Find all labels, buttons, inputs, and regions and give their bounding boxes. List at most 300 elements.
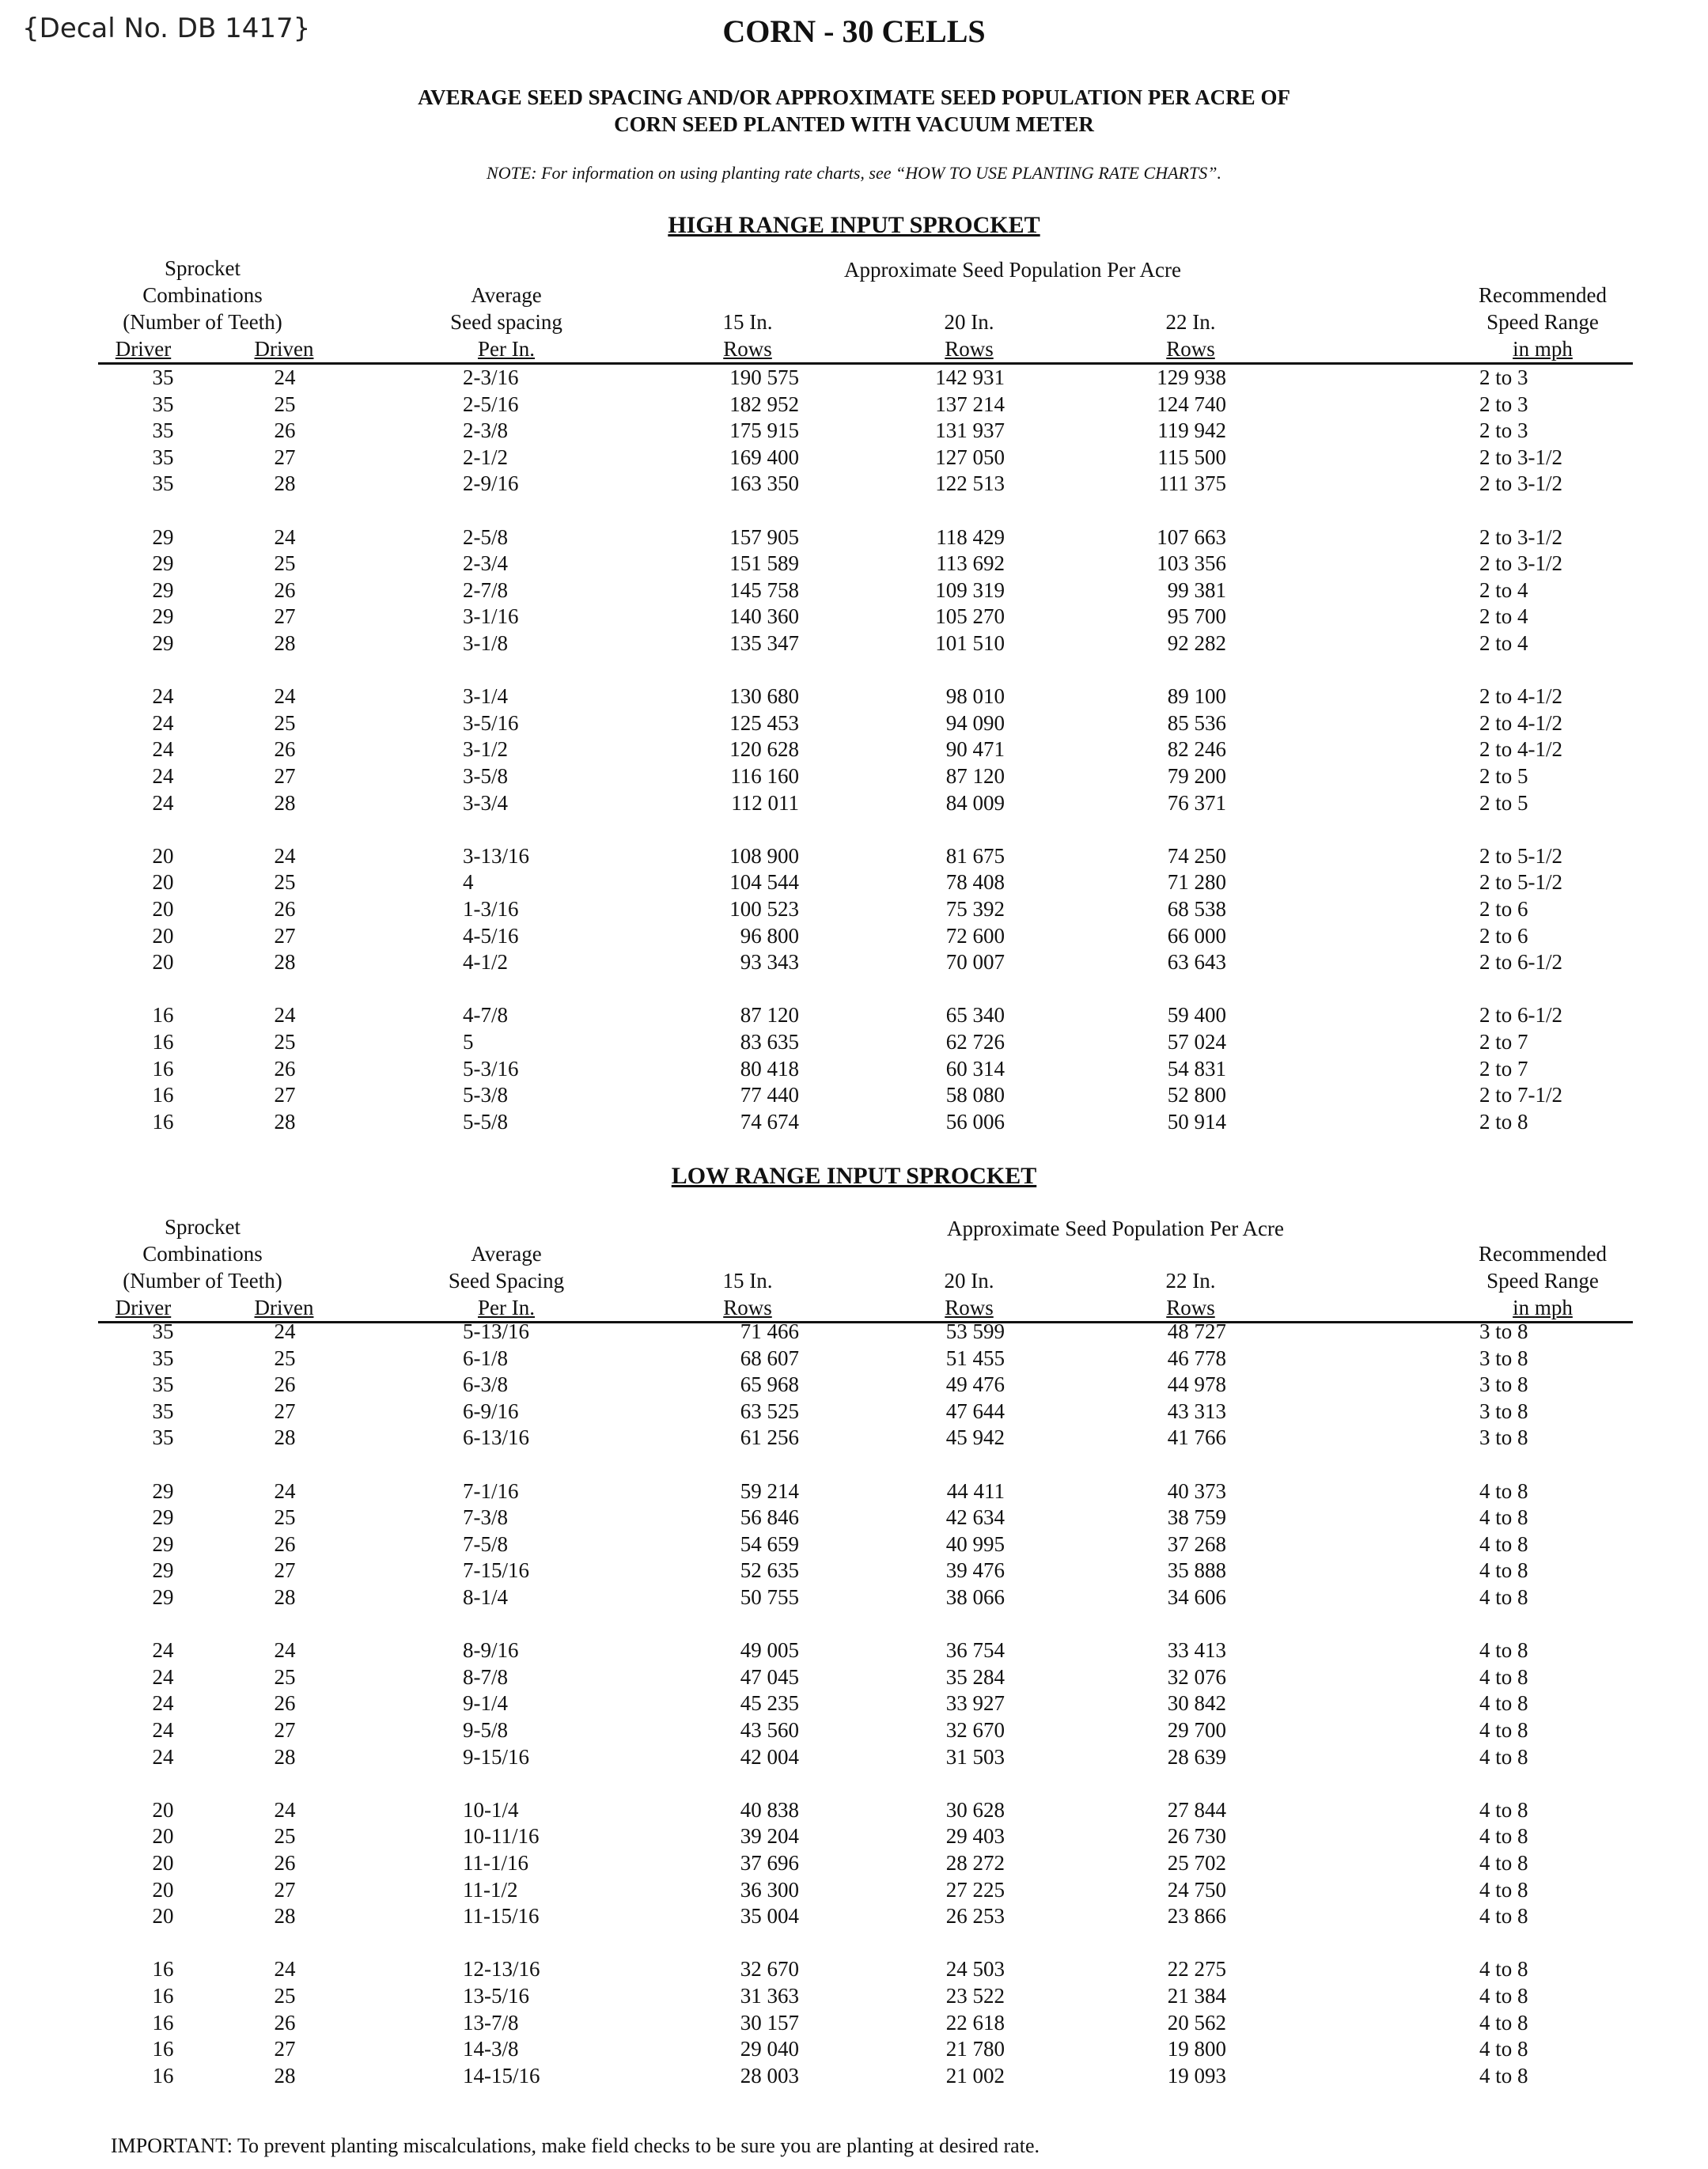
cell-speed: 2 to 3 — [1479, 365, 1528, 389]
cell-speed: 4 to 8 — [1479, 2063, 1528, 2088]
cell-r22: 48 727 — [1167, 1319, 1226, 1343]
cell-spacing: 4-7/8 — [463, 1003, 508, 1028]
cell-r20: 30 628 — [945, 1797, 1005, 1822]
cell-r15: 68 607 — [740, 1346, 799, 1370]
cell-speed: 2 to 4 — [1479, 631, 1528, 655]
cell-r15: 61 256 — [740, 1425, 799, 1450]
table-row — [0, 842, 1708, 869]
cell-r20: 53 599 — [945, 1319, 1005, 1343]
high-header-sprocket: Sprocket Combinations (Number of Teeth) — [123, 256, 282, 334]
cell-driven: 28 — [274, 2063, 296, 2088]
cell-r22: 23 866 — [1167, 1904, 1226, 1929]
low-header-population: Approximate Seed Population Per Acre — [947, 1217, 1284, 1240]
cell-spacing: 3-5/8 — [463, 764, 508, 788]
cell-speed: 4 to 8 — [1479, 1638, 1528, 1663]
cell-r22: 20 562 — [1167, 2010, 1226, 2035]
cell-r15: 169 400 — [729, 445, 799, 469]
high-range-title: HIGH RANGE INPUT SPROCKET — [668, 212, 1040, 238]
cell-r20: 32 670 — [945, 1718, 1005, 1742]
cell-r22: 92 282 — [1167, 631, 1226, 655]
cell-speed: 3 to 8 — [1479, 1372, 1528, 1397]
cell-r22: 30 842 — [1167, 1691, 1226, 1716]
cell-spacing: 2-1/2 — [463, 445, 508, 469]
cell-spacing: 3-1/2 — [463, 737, 508, 762]
cell-driver: 35 — [152, 1372, 174, 1397]
low-header-20in: 20 In. Rows — [944, 1269, 994, 1319]
cell-r15: 135 347 — [729, 631, 799, 655]
cell-r22: 46 778 — [1167, 1346, 1226, 1370]
cell-r22: 95 700 — [1167, 604, 1226, 629]
cell-speed: 4 to 8 — [1479, 1797, 1528, 1822]
cell-r20: 45 942 — [945, 1425, 1005, 1450]
table-row — [0, 1664, 1708, 1690]
cell-speed: 2 to 5-1/2 — [1479, 870, 1562, 895]
cell-driven: 28 — [274, 1744, 296, 1769]
cell-driver: 29 — [152, 1478, 174, 1503]
cell-r15: 116 160 — [730, 764, 799, 788]
cell-driver: 20 — [152, 923, 174, 948]
cell-driver: 16 — [152, 1056, 174, 1081]
table-row — [0, 524, 1708, 551]
cell-driven: 26 — [274, 737, 296, 762]
table-row — [0, 2009, 1708, 2036]
cell-r22: 63 643 — [1167, 950, 1226, 975]
cell-r22: 74 250 — [1167, 843, 1226, 868]
cell-r20: 27 225 — [945, 1877, 1005, 1902]
cell-driven: 27 — [274, 764, 296, 788]
cell-r20: 24 503 — [945, 1957, 1005, 1982]
high-header-population: Approximate Seed Population Per Acre — [844, 258, 1181, 282]
table-row — [0, 1081, 1708, 1108]
cell-r22: 26 730 — [1167, 1824, 1226, 1849]
table-row — [0, 1584, 1708, 1611]
cell-driver: 24 — [152, 790, 174, 815]
cell-spacing: 10-11/16 — [463, 1824, 540, 1849]
cell-r15: 43 560 — [740, 1718, 799, 1742]
cell-r22: 89 100 — [1167, 684, 1226, 709]
low-header-22in: 22 In. Rows — [1165, 1269, 1216, 1319]
cell-driver: 24 — [152, 710, 174, 735]
cell-driven: 28 — [274, 471, 296, 496]
cell-spacing: 7-3/8 — [463, 1505, 508, 1530]
cell-r22: 33 413 — [1167, 1638, 1226, 1663]
cell-r20: 58 080 — [945, 1083, 1005, 1107]
cell-driver: 24 — [152, 1664, 174, 1689]
cell-driver: 35 — [152, 392, 174, 416]
table-row — [0, 1504, 1708, 1531]
cell-r15: 40 838 — [740, 1797, 799, 1822]
table-row — [0, 1371, 1708, 1398]
cell-spacing: 5-5/8 — [463, 1109, 508, 1134]
low-header-driven: Driven — [254, 1296, 314, 1319]
cell-driver: 16 — [152, 1957, 174, 1982]
cell-speed: 2 to 5-1/2 — [1479, 843, 1562, 868]
cell-r15: 100 523 — [729, 897, 799, 921]
cell-r22: 38 759 — [1167, 1505, 1226, 1530]
cell-spacing: 2-3/16 — [463, 365, 519, 389]
cell-r20: 21 002 — [945, 2063, 1005, 2088]
cell-driver: 29 — [152, 577, 174, 602]
cell-speed: 2 to 6 — [1479, 923, 1528, 948]
cell-r22: 99 381 — [1167, 577, 1226, 602]
cell-driven: 26 — [274, 1691, 296, 1716]
cell-r22: 21 384 — [1167, 1984, 1226, 2008]
cell-r22: 43 313 — [1167, 1399, 1226, 1423]
cell-spacing: 13-5/16 — [463, 1984, 529, 2008]
cell-r15: 45 235 — [740, 1691, 799, 1716]
cell-r22: 40 373 — [1167, 1478, 1226, 1503]
table-row — [0, 603, 1708, 630]
cell-driver: 35 — [152, 1399, 174, 1423]
cell-r15: 29 040 — [740, 2037, 799, 2061]
cell-driven: 26 — [274, 2010, 296, 2035]
cell-r22: 103 356 — [1157, 551, 1226, 576]
cell-driver: 16 — [152, 1984, 174, 2008]
cell-spacing: 5-3/8 — [463, 1083, 508, 1107]
cell-r22: 59 400 — [1167, 1003, 1226, 1028]
high-header-speed: Recommended Speed Range in mph — [1479, 283, 1607, 361]
cell-speed: 2 to 8 — [1479, 1109, 1528, 1134]
low-header-speed: Recommended Speed Range in mph — [1479, 1242, 1607, 1319]
cell-speed: 4 to 8 — [1479, 1877, 1528, 1902]
cell-spacing: 2-3/4 — [463, 551, 508, 576]
cell-spacing: 1-3/16 — [463, 897, 519, 921]
table-row — [0, 1796, 1708, 1823]
table-row — [0, 1557, 1708, 1584]
cell-r20: 94 090 — [945, 710, 1005, 735]
cell-speed: 4 to 8 — [1479, 1691, 1528, 1716]
table-row — [0, 1690, 1708, 1717]
cell-speed: 4 to 8 — [1479, 2037, 1528, 2061]
cell-driver: 35 — [152, 418, 174, 443]
cell-r22: 22 275 — [1167, 1957, 1226, 1982]
cell-driven: 24 — [274, 1957, 296, 1982]
cell-speed: 4 to 8 — [1479, 1851, 1528, 1875]
subtitle-line-1: AVERAGE SEED SPACING AND/OR APPROXIMATE SEED POPULATION PER ACRE OF — [418, 85, 1290, 109]
cell-spacing: 7-15/16 — [463, 1558, 529, 1583]
high-header-spacing: Average Seed spacing Per In. — [450, 283, 562, 361]
cell-r15: 157 905 — [729, 524, 799, 549]
cell-r20: 47 644 — [945, 1399, 1005, 1423]
cell-driven: 28 — [274, 1109, 296, 1134]
cell-spacing: 11-15/16 — [463, 1904, 540, 1929]
cell-driven: 28 — [274, 1425, 296, 1450]
cell-r15: 49 005 — [740, 1638, 799, 1663]
cell-speed: 3 to 8 — [1479, 1319, 1528, 1343]
high-header-20in: 20 In. Rows — [944, 310, 994, 361]
table-row — [0, 470, 1708, 497]
cell-speed: 4 to 8 — [1479, 1558, 1528, 1583]
cell-r15: 52 635 — [740, 1558, 799, 1583]
cell-r15: 32 670 — [740, 1957, 799, 1982]
cell-r22: 82 246 — [1167, 737, 1226, 762]
cell-r22: 111 375 — [1158, 471, 1226, 496]
cell-r20: 21 780 — [945, 2037, 1005, 2061]
cell-r20: 38 066 — [945, 1585, 1005, 1609]
cell-driven: 25 — [274, 710, 296, 735]
cell-speed: 2 to 6-1/2 — [1479, 950, 1562, 975]
cell-r15: 112 011 — [731, 790, 799, 815]
cell-speed: 2 to 4 — [1479, 604, 1528, 629]
cell-driven: 28 — [274, 1904, 296, 1929]
cell-driver: 24 — [152, 684, 174, 709]
cell-r22: 50 914 — [1167, 1109, 1226, 1134]
cell-r15: 130 680 — [729, 684, 799, 709]
cell-r20: 109 319 — [935, 577, 1005, 602]
high-header-driven: Driven — [254, 337, 314, 361]
cell-driver: 20 — [152, 870, 174, 895]
table-row — [0, 550, 1708, 577]
cell-driver: 16 — [152, 1109, 174, 1134]
cell-speed: 4 to 8 — [1479, 1718, 1528, 1742]
cell-r22: 41 766 — [1167, 1425, 1226, 1450]
cell-r20: 40 995 — [945, 1531, 1005, 1556]
table-row — [0, 2035, 1708, 2062]
table-row — [0, 1398, 1708, 1425]
cell-r15: 182 952 — [729, 392, 799, 416]
cell-r20: 118 429 — [936, 524, 1005, 549]
cell-driven: 27 — [274, 604, 296, 629]
table-row — [0, 789, 1708, 816]
cell-driver: 35 — [152, 445, 174, 469]
cell-r22: 34 606 — [1167, 1585, 1226, 1609]
cell-spacing: 3-1/16 — [463, 604, 519, 629]
cell-r15: 37 696 — [740, 1851, 799, 1875]
cell-driver: 20 — [152, 1824, 174, 1849]
cell-driven: 28 — [274, 1585, 296, 1609]
cell-driven: 24 — [274, 1319, 296, 1343]
cell-spacing: 14-3/8 — [463, 2037, 519, 2061]
cell-r20: 131 937 — [935, 418, 1005, 443]
cell-r15: 80 418 — [740, 1056, 799, 1081]
cell-driven: 24 — [274, 1003, 296, 1028]
cell-r15: 47 045 — [740, 1664, 799, 1689]
cell-r15: 87 120 — [740, 1003, 799, 1028]
cell-r20: 113 692 — [936, 551, 1005, 576]
cell-driven: 24 — [274, 1478, 296, 1503]
cell-r20: 22 618 — [945, 2010, 1005, 2035]
cell-spacing: 2-3/8 — [463, 418, 508, 443]
cell-r22: 115 500 — [1157, 445, 1226, 469]
cell-speed: 2 to 6-1/2 — [1479, 1003, 1562, 1028]
cell-r15: 151 589 — [729, 551, 799, 576]
cell-r15: 35 004 — [740, 1904, 799, 1929]
cell-driven: 28 — [274, 950, 296, 975]
cell-driven: 25 — [274, 1664, 296, 1689]
cell-r22: 52 800 — [1167, 1083, 1226, 1107]
low-header-sprocket: Sprocket Combinations (Number of Teeth) — [123, 1215, 282, 1293]
table-row — [0, 710, 1708, 736]
cell-spacing: 9-15/16 — [463, 1744, 529, 1769]
cell-speed: 4 to 8 — [1479, 1957, 1528, 1982]
cell-r20: 72 600 — [945, 923, 1005, 948]
cell-r22: 24 750 — [1167, 1877, 1226, 1902]
cell-speed: 2 to 5 — [1479, 790, 1528, 815]
table-row — [0, 417, 1708, 444]
table-row — [0, 683, 1708, 710]
table-row — [0, 736, 1708, 763]
cell-r15: 74 674 — [740, 1109, 799, 1134]
cell-driven: 25 — [274, 1346, 296, 1370]
table-row — [0, 1849, 1708, 1876]
cell-speed: 4 to 8 — [1479, 1585, 1528, 1609]
table-row — [0, 922, 1708, 949]
cell-speed: 3 to 8 — [1479, 1425, 1528, 1450]
cell-driven: 25 — [274, 1824, 296, 1849]
table-row — [0, 895, 1708, 922]
cell-spacing: 3-13/16 — [463, 843, 529, 868]
cell-r22: 129 938 — [1157, 365, 1226, 389]
cell-r15: 96 800 — [740, 923, 799, 948]
cell-spacing: 11-1/16 — [463, 1851, 528, 1875]
cell-speed: 4 to 8 — [1479, 1505, 1528, 1530]
cell-spacing: 12-13/16 — [463, 1957, 540, 1982]
cell-speed: 2 to 7 — [1479, 1056, 1528, 1081]
cell-speed: 2 to 4 — [1479, 577, 1528, 602]
cell-r22: 35 888 — [1167, 1558, 1226, 1583]
cell-speed: 2 to 7-1/2 — [1479, 1083, 1562, 1107]
cell-r15: 30 157 — [740, 2010, 799, 2035]
cell-speed: 4 to 8 — [1479, 1531, 1528, 1556]
cell-spacing: 6-3/8 — [463, 1372, 508, 1397]
high-header-15in: 15 In. Rows — [722, 310, 773, 361]
cell-speed: 2 to 3-1/2 — [1479, 471, 1562, 496]
cell-r20: 60 314 — [945, 1056, 1005, 1081]
cell-spacing: 11-1/2 — [463, 1877, 518, 1902]
cell-driver: 35 — [152, 365, 174, 389]
table-row — [0, 1028, 1708, 1055]
cell-r15: 54 659 — [740, 1531, 799, 1556]
cell-spacing: 5-13/16 — [463, 1319, 529, 1343]
cell-r20: 101 510 — [935, 631, 1005, 655]
cell-r20: 75 392 — [945, 897, 1005, 921]
cell-r22: 68 538 — [1167, 897, 1226, 921]
table-row — [0, 391, 1708, 418]
cell-driver: 29 — [152, 1558, 174, 1583]
cell-driver: 29 — [152, 1505, 174, 1530]
table-row — [0, 1345, 1708, 1372]
important-note: IMPORTANT: To prevent planting miscalculations, make field checks to be sure you are planting at desired rate. — [111, 2134, 1040, 2157]
subtitle-line-2: CORN SEED PLANTED WITH VACUUM METER — [614, 112, 1094, 136]
cell-spacing: 2-5/8 — [463, 524, 508, 549]
table-row — [0, 1955, 1708, 1982]
table-row — [0, 1717, 1708, 1743]
cell-r20: 49 476 — [945, 1372, 1005, 1397]
table-row — [0, 1902, 1708, 1929]
cell-speed: 4 to 8 — [1479, 1824, 1528, 1849]
table-row — [0, 763, 1708, 789]
cell-r20: 65 340 — [945, 1003, 1005, 1028]
cell-driver: 16 — [152, 1083, 174, 1107]
cell-speed: 3 to 8 — [1479, 1346, 1528, 1370]
cell-r22: 25 702 — [1167, 1851, 1226, 1875]
cell-speed: 4 to 8 — [1479, 2010, 1528, 2035]
table-row — [0, 1424, 1708, 1451]
cell-r22: 32 076 — [1167, 1664, 1226, 1689]
cell-driver: 24 — [152, 1691, 174, 1716]
cell-r22: 76 371 — [1167, 790, 1226, 815]
table-row — [0, 1001, 1708, 1028]
cell-driver: 20 — [152, 897, 174, 921]
cell-speed: 2 to 3-1/2 — [1479, 524, 1562, 549]
cell-spacing: 9-5/8 — [463, 1718, 508, 1742]
cell-r20: 98 010 — [945, 684, 1005, 709]
cell-r15: 145 758 — [729, 577, 799, 602]
cell-spacing: 2-9/16 — [463, 471, 519, 496]
cell-r22: 85 536 — [1167, 710, 1226, 735]
cell-r15: 63 525 — [740, 1399, 799, 1423]
cell-r20: 78 408 — [945, 870, 1005, 895]
low-range-title: LOW RANGE INPUT SPROCKET — [671, 1163, 1037, 1189]
cell-r20: 87 120 — [945, 764, 1005, 788]
cell-speed: 4 to 8 — [1479, 1744, 1528, 1769]
cell-r20: 29 403 — [945, 1824, 1005, 1849]
low-header-spacing: Average Seed Spacing Per In. — [448, 1242, 565, 1319]
cell-driver: 16 — [152, 2037, 174, 2061]
cell-r15: 190 575 — [729, 365, 799, 389]
cell-driven: 25 — [274, 392, 296, 416]
table-row — [0, 1743, 1708, 1770]
cell-spacing: 3-1/4 — [463, 684, 508, 709]
cell-spacing: 3-3/4 — [463, 790, 508, 815]
table-row — [0, 1055, 1708, 1082]
cell-driven: 24 — [274, 365, 296, 389]
cell-spacing: 6-1/8 — [463, 1346, 508, 1370]
low-header-15in: 15 In. Rows — [722, 1269, 773, 1319]
cell-r22: 44 978 — [1167, 1372, 1226, 1397]
table-row — [0, 1982, 1708, 2009]
page-subtitle — [0, 84, 1708, 138]
table-row — [0, 1478, 1708, 1505]
cell-r15: 31 363 — [740, 1984, 799, 2008]
cell-r20: 56 006 — [945, 1109, 1005, 1134]
table-row — [0, 444, 1708, 471]
high-header-22in: 22 In. Rows — [1165, 310, 1216, 361]
cell-driver: 24 — [152, 764, 174, 788]
cell-spacing: 8-7/8 — [463, 1664, 508, 1689]
cell-spacing: 2-7/8 — [463, 577, 508, 602]
cell-spacing: 6-9/16 — [463, 1399, 519, 1423]
table-row — [0, 1108, 1708, 1135]
cell-spacing: 3-5/16 — [463, 710, 519, 735]
table-row — [0, 1876, 1708, 1903]
cell-driver: 20 — [152, 1851, 174, 1875]
cell-r22: 28 639 — [1167, 1744, 1226, 1769]
cell-r20: 35 284 — [945, 1664, 1005, 1689]
cell-speed: 4 to 8 — [1479, 1478, 1528, 1503]
cell-spacing: 4 — [463, 870, 474, 895]
cell-r15: 39 204 — [740, 1824, 799, 1849]
cell-r20: 31 503 — [945, 1744, 1005, 1769]
cell-spacing: 8-1/4 — [463, 1585, 508, 1609]
cell-driven: 27 — [274, 923, 296, 948]
low-header-driver: Driver — [115, 1296, 172, 1319]
cell-driver: 29 — [152, 1585, 174, 1609]
cell-r15: 71 466 — [740, 1319, 799, 1343]
cell-driven: 27 — [274, 1083, 296, 1107]
cell-driven: 25 — [274, 551, 296, 576]
cell-speed: 2 to 3 — [1479, 392, 1528, 416]
cell-r22: 79 200 — [1167, 764, 1226, 788]
cell-driver: 20 — [152, 1797, 174, 1822]
cell-r22: 57 024 — [1167, 1030, 1226, 1054]
cell-driver: 20 — [152, 1904, 174, 1929]
cell-r20: 42 634 — [945, 1505, 1005, 1530]
table-row — [0, 364, 1708, 391]
cell-r15: 120 628 — [729, 737, 799, 762]
cell-r22: 37 268 — [1167, 1531, 1226, 1556]
cell-spacing: 4-1/2 — [463, 950, 508, 975]
